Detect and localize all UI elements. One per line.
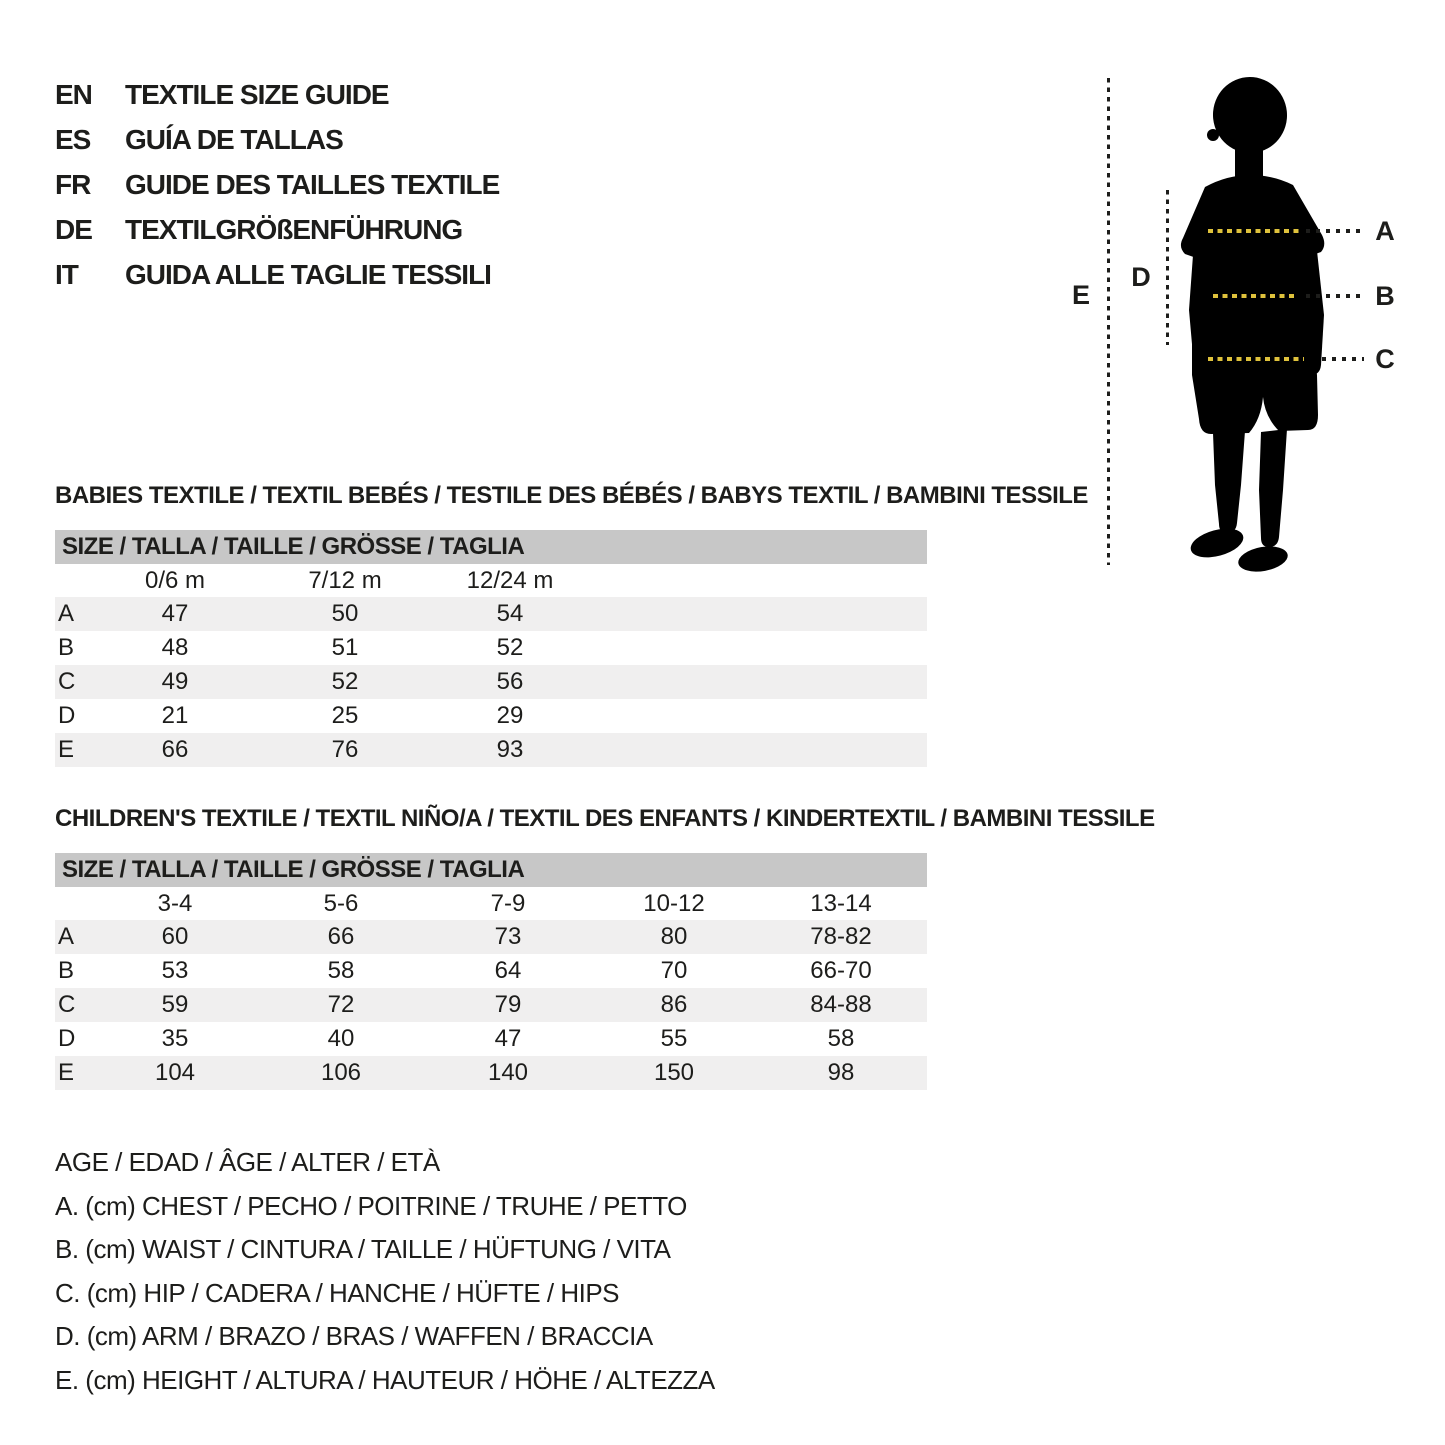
lang-code: FR (55, 168, 91, 200)
table-cell: 93 (496, 736, 524, 763)
legend-arm: D. (cm) ARM / BRAZO / BRAS / WAFFEN / BRACCIA (55, 1321, 653, 1351)
figure-label-e: E (1071, 280, 1090, 310)
table-cell: 29 (496, 702, 524, 729)
table-cell: 48 (161, 634, 189, 661)
lang-row-de (55, 207, 499, 252)
waist-measure-dash-b (1213, 294, 1297, 298)
table-row (55, 1022, 927, 1056)
height-measure-line-e (1107, 78, 1110, 565)
table-row (55, 665, 927, 699)
table-cell: 47 (161, 600, 189, 627)
lang-title: GUIDA ALLE TAGLIE TESSILI (125, 258, 491, 290)
lang-code: EN (55, 78, 92, 110)
table-cell: 72 (327, 991, 355, 1018)
row-label: A (58, 923, 75, 950)
table-row (55, 597, 927, 631)
legend-hip: C. (cm) HIP / CADERA / HANCHE / HÜFTE / HIPS (55, 1277, 620, 1308)
silhouette-ear (1207, 129, 1219, 141)
table-row (55, 699, 927, 733)
column-header: 10-12 (643, 890, 705, 917)
row-label: B (58, 634, 75, 661)
lang-row-it (55, 252, 499, 297)
table-cell: 78-82 (810, 923, 872, 950)
row-label: C (58, 668, 76, 695)
table-cell: 54 (496, 600, 524, 627)
table-cell: 21 (161, 702, 189, 729)
lang-title: GUÍA DE TALLAS (125, 123, 343, 155)
lang-title: TEXTILGRÖßENFÜHRUNG (125, 213, 463, 245)
lang-title: GUIDE DES TAILLES TEXTILE (125, 168, 500, 200)
figure-label-a: A (1375, 216, 1395, 246)
row-label: E (58, 1059, 75, 1086)
babies-size-header: SIZE / TALLA / TAILLE / GRÖSSE / TAGLIA (55, 530, 927, 564)
table-cell: 58 (827, 1025, 855, 1052)
child-silhouette (1175, 75, 1335, 575)
column-header: 12/24 m (466, 567, 554, 594)
table-cell: 80 (660, 923, 688, 950)
arm-measure-line-d (1166, 190, 1169, 345)
table-row (55, 988, 927, 1022)
row-label: E (58, 736, 75, 763)
table-cell: 40 (327, 1025, 355, 1052)
table-cell: 106 (320, 1059, 362, 1086)
table-cell: 73 (494, 923, 522, 950)
column-header: 13-14 (810, 890, 872, 917)
lang-row-fr (55, 162, 499, 207)
children-size-header: SIZE / TALLA / TAILLE / GRÖSSE / TAGLIA (55, 853, 927, 887)
table-cell: 70 (660, 957, 688, 984)
babies-column-headers (55, 564, 927, 597)
legend-age: AGE / EDAD / ÂGE / ALTER / ETÀ (55, 1147, 440, 1177)
column-header: 3-4 (157, 890, 193, 917)
table-cell: 86 (660, 991, 688, 1018)
table-cell: 52 (331, 668, 359, 695)
table-cell: 76 (331, 736, 359, 763)
children-section-title: CHILDREN'S TEXTILE / TEXTIL NIÑO/A / TEXTIL DES ENFANTS / KINDERTEXTIL / BAMBINI TESSILE (55, 805, 1155, 832)
table-row (55, 631, 927, 665)
table-cell: 49 (161, 668, 189, 695)
table-cell: 50 (331, 600, 359, 627)
lang-code: IT (55, 258, 78, 290)
silhouette-shorts (1192, 328, 1318, 434)
table-cell: 47 (494, 1025, 522, 1052)
lang-code: ES (55, 123, 91, 155)
table-row (55, 954, 927, 988)
table-cell: 51 (331, 634, 359, 661)
table-cell: 53 (161, 957, 189, 984)
language-title-list (55, 72, 499, 297)
table-row (55, 920, 927, 954)
table-cell: 60 (161, 923, 189, 950)
table-row (55, 1056, 927, 1090)
table-cell: 35 (161, 1025, 189, 1052)
chest-measure-dots-a (1306, 229, 1364, 233)
silhouette-left-leg (1213, 431, 1245, 533)
lang-row-es (55, 117, 499, 162)
waist-measure-dots-b (1306, 294, 1364, 298)
babies-section-title: BABIES TEXTILE / TEXTIL BEBÉS / TESTILE DES BÉBÉS / BABYS TEXTIL / BAMBINI TESSILE (55, 482, 1088, 509)
table-row (55, 733, 927, 767)
column-header: 7/12 m (308, 567, 382, 594)
hip-measure-dots-c (1322, 357, 1364, 361)
silhouette-left-shoe (1188, 523, 1247, 562)
children-column-headers (55, 887, 927, 920)
figure-label-c: C (1375, 344, 1395, 374)
table-cell: 64 (494, 957, 522, 984)
measurement-figure (1060, 65, 1430, 590)
column-header: 5-6 (323, 890, 359, 917)
table-cell: 55 (660, 1025, 688, 1052)
legend-chest: A. (cm) CHEST / PECHO / POITRINE / TRUHE / PETTO (55, 1190, 687, 1221)
table-cell: 66 (161, 736, 189, 763)
figure-label-b: B (1375, 281, 1395, 311)
chest-measure-dash-a (1208, 229, 1300, 233)
row-label: D (58, 702, 76, 729)
row-label: A (58, 600, 75, 627)
table-cell: 52 (496, 634, 524, 661)
legend-height: E. (cm) HEIGHT / ALTURA / HAUTEUR / HÖHE / ALTEZZA (55, 1364, 715, 1395)
table-cell: 66 (327, 923, 355, 950)
table-cell: 79 (494, 991, 522, 1018)
table-cell: 66-70 (810, 957, 872, 984)
babies-size-table (55, 530, 927, 767)
table-cell: 150 (653, 1059, 695, 1086)
table-cell: 104 (154, 1059, 196, 1086)
table-cell: 25 (331, 702, 359, 729)
lang-title: TEXTILE SIZE GUIDE (125, 78, 389, 110)
lang-code: DE (55, 213, 92, 245)
silhouette-right-leg (1259, 429, 1287, 547)
table-cell: 58 (327, 957, 355, 984)
measurement-legend (55, 1141, 715, 1402)
legend-waist: B. (cm) WAIST / CINTURA / TAILLE / HÜFTUNG / VITA (55, 1234, 671, 1264)
table-cell: 56 (496, 668, 524, 695)
table-cell: 140 (487, 1059, 529, 1086)
figure-label-d: D (1131, 262, 1151, 292)
table-cell: 84-88 (810, 991, 872, 1018)
children-size-table (55, 853, 927, 1090)
row-label: C (58, 991, 76, 1018)
column-header: 0/6 m (144, 567, 206, 594)
table-cell: 59 (161, 991, 189, 1018)
column-header: 7-9 (490, 890, 526, 917)
table-cell: 98 (827, 1059, 855, 1086)
hip-measure-dash-c (1208, 357, 1304, 361)
row-label: B (58, 957, 75, 984)
row-label: D (58, 1025, 76, 1052)
lang-row-en (55, 72, 499, 117)
silhouette-right-shoe (1236, 543, 1289, 575)
